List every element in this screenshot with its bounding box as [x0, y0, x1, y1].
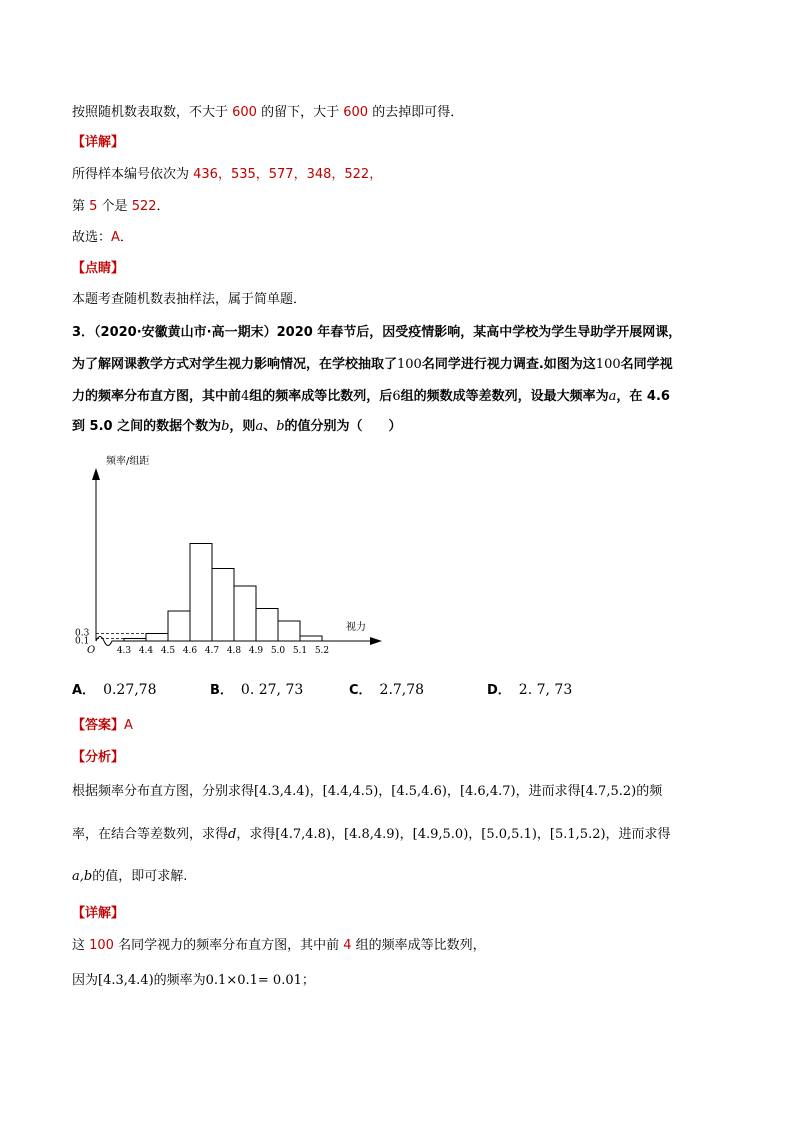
- analysis-line-1: 根据频率分布直方图，分别求得[4.3,4.4)，[4.4,4.5)，[4.5,4.6)，[4.6,4.7)，进而求得[4.7,5.2)的频: [72, 784, 663, 799]
- x-tick-label-4.5: 4.5: [160, 646, 176, 656]
- detail-2-line-1: 这 100 名同学视力的频率分布直方图，其中前 4 组的频率成等比数列，: [72, 938, 486, 953]
- histogram-bar-4.7: [212, 569, 234, 642]
- origin-label: O: [87, 645, 96, 656]
- x-tick-label-4.3: 4.3: [116, 646, 132, 656]
- question-3-line-4: 到 5.0 之间的数据个数为b，则a、b的值分别为（ ）: [72, 419, 402, 434]
- histogram-bar-4.9: [256, 609, 278, 642]
- histogram-bar-5.1: [300, 636, 322, 641]
- histogram-bar-4.8: [234, 586, 256, 641]
- histogram-bar-4.6: [190, 544, 212, 642]
- detail-2-heading: 【详解】: [72, 906, 125, 921]
- axis-break-mark: [96, 637, 116, 646]
- x-tick-label-4.9: 4.9: [248, 646, 264, 656]
- x-tick-label-4.6: 4.6: [182, 646, 198, 656]
- question-3-line-1: 3．（2020·安徽黄山市·高一期末）2020 年春节后，因受疫情影响，某高中学校为学生导助学开展网课，: [72, 325, 682, 340]
- detail-heading: 【详解】: [72, 135, 125, 150]
- samples-line: 所得样本编号依次为 436，535，577，348，522，: [72, 167, 383, 182]
- y-axis-label: 频率/组距: [106, 456, 150, 467]
- analysis-line-3: a,b的值，即可求解.: [72, 869, 188, 884]
- histogram-bar-5.0: [278, 621, 300, 641]
- comment-text: 本题考查随机数表抽样法，属于简单题．: [72, 292, 307, 307]
- question-3-line-3: 力的频率分布直方图，其中前4组的频率成等比数列，后6组的频数成等差数列，设最大频率为a，在 4.6: [72, 389, 670, 404]
- x-tick-label-4.4: 4.4: [138, 646, 154, 656]
- x-tick-label-5.2: 5.2: [314, 646, 330, 656]
- frequency-histogram: [72, 448, 392, 663]
- analysis-heading: 【分析】: [72, 750, 125, 765]
- x-tick-label-5.0: 5.0: [270, 646, 286, 656]
- y-tick-label-0.1: 0.1: [75, 636, 90, 647]
- fifth-sample-line: 第 5 个是 522．: [72, 199, 170, 214]
- answer-line: 【答案】A: [72, 718, 133, 733]
- hint-line: 按照随机数表取数，不大于 600 的留下，大于 600 的去掉即可得．: [72, 105, 464, 120]
- option-b[interactable]: B． 0. 27, 73: [210, 682, 304, 698]
- x-tick-label-4.8: 4.8: [226, 646, 242, 656]
- option-c[interactable]: C． 2.7,78: [349, 682, 425, 698]
- analysis-line-2: 率，在结合等差数列，求得d，求得[4.7,4.8)，[4.8,4.9)，[4.9,5.0)，[5.0,5.1)，[5.1,5.2)，进而求得: [72, 827, 671, 842]
- histogram-bar-4.5: [168, 611, 190, 641]
- option-a[interactable]: A． 0.27,78: [72, 682, 157, 698]
- option-d[interactable]: D． 2. 7, 73: [487, 682, 573, 698]
- x-axis-label: 视力: [346, 622, 366, 633]
- y-axis-arrow: [92, 468, 100, 480]
- comment-heading: 【点睛】: [72, 261, 125, 276]
- x-tick-label-5.1: 5.1: [292, 646, 308, 656]
- detail-2-line-2: 因为[4.3,4.4)的频率为0.1×0.1= 0.01；: [72, 973, 315, 988]
- x-axis-arrow: [370, 637, 382, 645]
- histogram-bar-4.4: [146, 634, 168, 642]
- y-tick-label-0.3: 0.3: [75, 628, 90, 639]
- question-3-line-2: 为了解网课教学方式对学生视力影响情况，在学校抽取了100名同学进行视力调查.如图为这100名同学视: [72, 357, 673, 372]
- x-tick-label-4.7: 4.7: [204, 646, 220, 656]
- choice-line: 故选：A．: [72, 230, 133, 245]
